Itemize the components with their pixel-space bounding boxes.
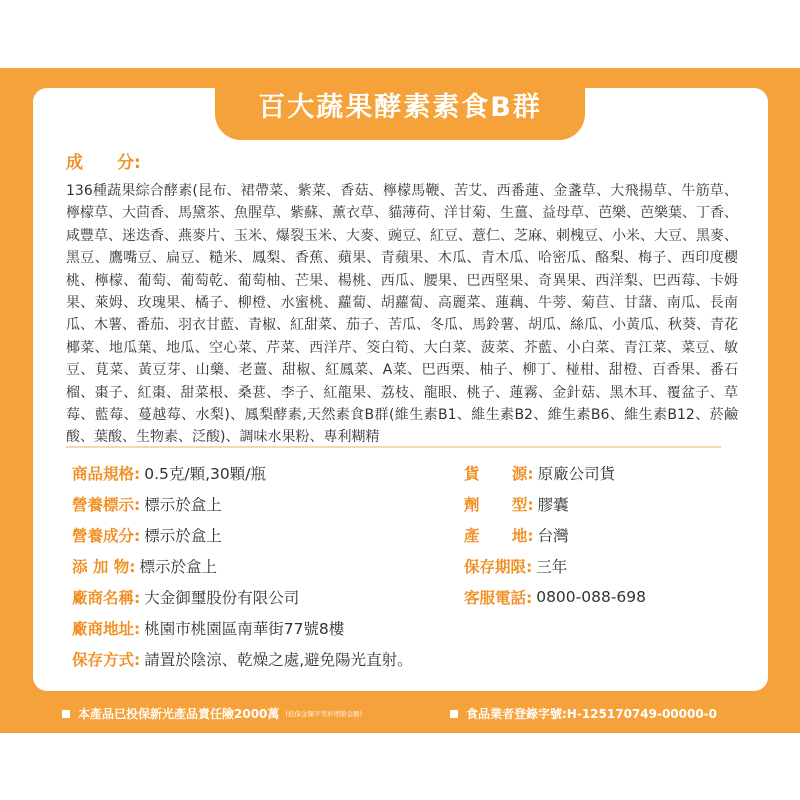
spec-row-nutrients: 營養成分: 標示於盒上 [72, 527, 222, 545]
spec-row-manufacturer: 廠商名稱: 大金御璽股份有限公司 [72, 589, 300, 607]
spec-row-nutrition-label: 營養標示: 標示於盒上 [72, 496, 222, 514]
spec-row-dosage-form: 劑 型: 膠囊 [464, 496, 569, 514]
spec-row-source: 貨 源: 原廠公司貨 [464, 465, 616, 483]
spec-row-service-phone: 客服電話: 0800-088-698 [464, 588, 647, 607]
spec-row-additives: 添 加 物: 標示於盒上 [72, 558, 218, 576]
ingredients-text: 136種蔬果綜合酵素(昆布、裙帶菜、紫菜、香菇、檸檬馬鞭、苦艾、西番蓮、金盞草、大飛揚草、牛筋草、檸檬草、大茴香、馬黛茶、魚腥草、紫蘇、薰衣草、貓薄荷、洋甘菊、生薑、益母草、芭樂、芭樂葉、丁香、咸豐草、迷迭香、燕麥片、玉米、爆裂玉米、大麥、豌豆、紅豆、薏仁、芝麻、刺槐豆、小米、大豆、黑麥、黑豆、鷹嘴豆、扁豆、糙米、鳳梨、香蕉、蘋果、青蘋果、木瓜、青木瓜、哈密瓜、酪梨、梅子、西印度櫻桃、檸檬、葡萄、葡萄乾、葡萄柚、芒果、楊桃、西瓜、腰果、巴西堅果、奇異果、西洋梨、巴西莓、卡姆果、萊姆、玫瑰果、橘子、柳橙、水蜜桃、蘿蔔、胡蘿蔔、高麗菜、蓮藕、牛蒡、菊苣、甘藷、南瓜、長南瓜、木薯、番茄、羽衣甘藍、青椒、紅甜菜、茄子、苦瓜、冬瓜、馬鈴薯、胡瓜、絲瓜、小黃瓜、秋葵、青花椰菜、地瓜葉、地瓜、空心菜、芹菜、西洋芹、筊白筍、大白菜、菠菜、芥藍、小白菜、青江菜、菜豆、敏豆、莧菜、黃豆芽、山藥、老薑、甜椒、紅鳳菜、A菜、巴西栗、柚子、柳丁、椪柑、甜橙、百香果、番石榴、棗子、紅棗、甜菜根、桑葚、李子、紅龍果、荔枝、龍眼、桃子、蓮霧、金針菇、黑木耳、覆盆子、草莓、藍莓、蔓越莓、水梨)、鳳梨酵素,天然素食B群(維生素B1、維生素B2、維生素B6、維生素B12、菸鹼酸、葉酸、生物素、泛酸)、調味水果粉、專利糊精 [66, 183, 738, 446]
spec-row-size: 商品規格: 0.5克/顆,30顆/瓶 [72, 465, 266, 483]
spec-row-storage: 保存方式: 請置於陰涼、乾燥之處,避免陽光直射。 [72, 651, 413, 669]
spec-row-origin: 產 地: 台灣 [464, 527, 569, 545]
product-title: 百大蔬果酵素素食B群 [258, 91, 542, 123]
spec-row-address: 廠商地址: 桃園市桃園區南華街77號8樓 [72, 620, 345, 638]
square-bullet-icon [62, 710, 70, 718]
registration-note: 食品業者登錄字號:H-125170749-00000-0 [450, 705, 717, 722]
section-divider [66, 446, 721, 448]
ingredients-label: 成 分: [66, 153, 141, 173]
insurance-note: 本產品已投保新光產品責任險2000萬 (投保金額不等於理賠金額) [62, 705, 362, 722]
spec-row-shelf-life: 保存期限: 三年 [464, 558, 568, 576]
title-tab [215, 68, 585, 140]
footer-bar [0, 703, 800, 723]
square-bullet-icon [450, 710, 458, 718]
